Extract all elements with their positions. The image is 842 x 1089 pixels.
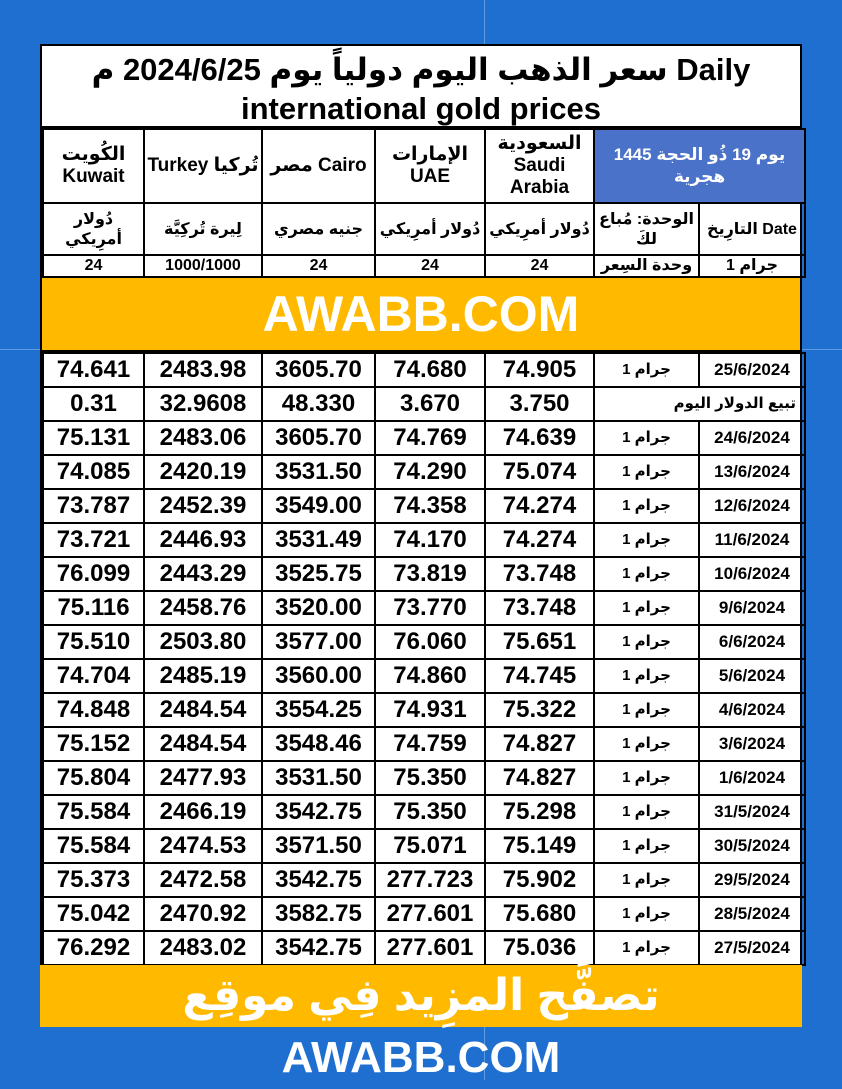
unit-cell: 1 جرام (594, 727, 699, 761)
col-header-egypt: مصر Cairo (262, 129, 375, 203)
price-saudi: 74.827 (485, 727, 594, 761)
table-row (43, 489, 805, 523)
price-kuwait: 74.085 (43, 455, 144, 489)
price-uae: 75.350 (375, 761, 485, 795)
price-saudi: 74.905 (485, 353, 594, 387)
footer-banner: تصفَّح المزِيد فِي موقِع AWABB.COM (40, 965, 802, 1027)
price-uae: 74.860 (375, 659, 485, 693)
price-kuwait: 75.584 (43, 829, 144, 863)
price-egypt: 3525.75 (262, 557, 375, 591)
price-saudi: 75.680 (485, 897, 594, 931)
price-unit-label: وحدة السِعر (594, 255, 699, 277)
dollar-uae: 3.670 (375, 387, 485, 421)
unit-cell: 1 جرام (594, 829, 699, 863)
table-row (43, 591, 805, 625)
price-saudi: 74.274 (485, 489, 594, 523)
col-header-uae: الإمارات UAE (375, 129, 485, 203)
price-saudi: 73.748 (485, 557, 594, 591)
col-header-turkey: Turkey تُركيا (144, 129, 262, 203)
date-cell: 30/5/2024 (699, 829, 805, 863)
price-egypt: 3605.70 (262, 421, 375, 455)
country-header-row (43, 129, 805, 203)
dollar-row (43, 387, 805, 421)
title-line-2: international gold prices (241, 91, 601, 126)
price-uae: 75.350 (375, 795, 485, 829)
currency-row (43, 203, 805, 255)
price-kuwait: 74.641 (43, 353, 144, 387)
unit-cell: 1 جرام (594, 659, 699, 693)
price-turkey: 2472.58 (144, 863, 262, 897)
table-row (43, 421, 805, 455)
price-kuwait: 75.584 (43, 795, 144, 829)
price-egypt: 3605.70 (262, 353, 375, 387)
karat-saudi: 24 (485, 255, 594, 277)
date-cell: 12/6/2024 (699, 489, 805, 523)
date-cell: 11/6/2024 (699, 523, 805, 557)
unit-cell: 1 جرام (594, 489, 699, 523)
price-uae: 277.601 (375, 897, 485, 931)
price-saudi: 74.745 (485, 659, 594, 693)
gram-label: 1 جرام (699, 255, 805, 277)
table-row (43, 625, 805, 659)
unit-cell: 1 جرام (594, 795, 699, 829)
price-kuwait: 75.510 (43, 625, 144, 659)
price-egypt: 3531.50 (262, 455, 375, 489)
unit-label: الوحدة: مُباع لكَ (594, 203, 699, 255)
price-kuwait: 76.099 (43, 557, 144, 591)
price-turkey: 2503.80 (144, 625, 262, 659)
today-row (43, 353, 805, 387)
dollar-turkey: 32.9608 (144, 387, 262, 421)
price-uae: 74.290 (375, 455, 485, 489)
date-cell: 13/6/2024 (699, 455, 805, 489)
unit-cell: 1 جرام (594, 353, 699, 387)
price-turkey: 2470.92 (144, 897, 262, 931)
unit-cell: 1 جرام (594, 897, 699, 931)
date-cell: 10/6/2024 (699, 557, 805, 591)
site-banner: AWABB.COM (42, 278, 800, 352)
price-turkey: 2483.02 (144, 931, 262, 965)
price-turkey: 2485.19 (144, 659, 262, 693)
unit-cell: 1 جرام (594, 557, 699, 591)
page-title (42, 46, 800, 128)
unit-cell: 1 جرام (594, 455, 699, 489)
table-row (43, 455, 805, 489)
currency-egypt: جنيه مصري (262, 203, 375, 255)
price-saudi: 73.748 (485, 591, 594, 625)
price-saudi: 75.074 (485, 455, 594, 489)
table-row (43, 523, 805, 557)
date-cell: 5/6/2024 (699, 659, 805, 693)
price-kuwait: 74.848 (43, 693, 144, 727)
price-turkey: 2474.53 (144, 829, 262, 863)
gold-price-sheet (40, 44, 802, 968)
price-egypt: 3549.00 (262, 489, 375, 523)
unit-cell: 1 جرام (594, 523, 699, 557)
table-row (43, 761, 805, 795)
table-row (43, 897, 805, 931)
price-egypt: 3582.75 (262, 897, 375, 931)
price-uae: 74.680 (375, 353, 485, 387)
price-turkey: 2483.06 (144, 421, 262, 455)
price-saudi: 75.902 (485, 863, 594, 897)
price-egypt: 3542.75 (262, 795, 375, 829)
price-egypt: 3554.25 (262, 693, 375, 727)
price-saudi: 75.322 (485, 693, 594, 727)
price-turkey: 2443.29 (144, 557, 262, 591)
price-kuwait: 75.804 (43, 761, 144, 795)
price-saudi: 74.827 (485, 761, 594, 795)
price-egypt: 3560.00 (262, 659, 375, 693)
date-cell: 25/6/2024 (699, 353, 805, 387)
date-cell: 3/6/2024 (699, 727, 805, 761)
price-saudi: 75.298 (485, 795, 594, 829)
price-turkey: 2483.98 (144, 353, 262, 387)
price-uae: 73.819 (375, 557, 485, 591)
currency-turkey: لِيرة تُركِيَّة (144, 203, 262, 255)
price-kuwait: 75.373 (43, 863, 144, 897)
price-kuwait: 75.116 (43, 591, 144, 625)
price-saudi: 75.036 (485, 931, 594, 965)
table-row (43, 693, 805, 727)
hijri-date-cell: يوم 19 ذُو الحجة 1445 هجرية (594, 129, 805, 203)
table-row (43, 931, 805, 965)
date-cell: 28/5/2024 (699, 897, 805, 931)
price-saudi: 75.149 (485, 829, 594, 863)
date-cell: 24/6/2024 (699, 421, 805, 455)
price-turkey: 2446.93 (144, 523, 262, 557)
price-kuwait: 75.131 (43, 421, 144, 455)
table-row (43, 863, 805, 897)
price-egypt: 3577.00 (262, 625, 375, 659)
price-turkey: 2458.76 (144, 591, 262, 625)
price-egypt: 3531.49 (262, 523, 375, 557)
price-kuwait: 74.704 (43, 659, 144, 693)
currency-kuwait: دُولار أمرِيكي (43, 203, 144, 255)
price-kuwait: 73.721 (43, 523, 144, 557)
table-row (43, 795, 805, 829)
price-saudi: 75.651 (485, 625, 594, 659)
karat-uae: 24 (375, 255, 485, 277)
price-kuwait: 73.787 (43, 489, 144, 523)
price-egypt: 3542.75 (262, 931, 375, 965)
price-egypt: 3520.00 (262, 591, 375, 625)
price-egypt: 3548.46 (262, 727, 375, 761)
price-turkey: 2477.93 (144, 761, 262, 795)
unit-cell: 1 جرام (594, 591, 699, 625)
date-label: التارِيخ Date (699, 203, 805, 255)
price-turkey: 2452.39 (144, 489, 262, 523)
karat-kuwait: 24 (43, 255, 144, 277)
karat-turkey: 1000/1000 (144, 255, 262, 277)
price-kuwait: 75.042 (43, 897, 144, 931)
price-uae: 74.769 (375, 421, 485, 455)
karat-row (43, 255, 805, 277)
currency-saudi: دُولار أمرِيكي (485, 203, 594, 255)
date-cell: 6/6/2024 (699, 625, 805, 659)
date-cell: 29/5/2024 (699, 863, 805, 897)
unit-cell: 1 جرام (594, 625, 699, 659)
dollar-label: تبيع الدولار اليوم (594, 387, 805, 421)
price-egypt: 3571.50 (262, 829, 375, 863)
dollar-kuwait: 0.31 (43, 387, 144, 421)
price-uae: 74.358 (375, 489, 485, 523)
price-turkey: 2466.19 (144, 795, 262, 829)
date-cell: 1/6/2024 (699, 761, 805, 795)
price-uae: 74.759 (375, 727, 485, 761)
price-uae: 74.931 (375, 693, 485, 727)
karat-egypt: 24 (262, 255, 375, 277)
col-header-saudi: السعودية Saudi Arabia (485, 129, 594, 203)
price-egypt: 3542.75 (262, 863, 375, 897)
price-uae: 74.170 (375, 523, 485, 557)
unit-cell: 1 جرام (594, 863, 699, 897)
col-header-kuwait: الكُويت Kuwait (43, 129, 144, 203)
header-table (42, 128, 806, 278)
price-kuwait: 76.292 (43, 931, 144, 965)
price-uae: 75.071 (375, 829, 485, 863)
title-line-1: سعر الذهب اليوم دولياً يوم 2024/6/25 م Daily (91, 52, 751, 87)
price-egypt: 3531.50 (262, 761, 375, 795)
table-row (43, 659, 805, 693)
price-uae: 76.060 (375, 625, 485, 659)
table-row (43, 557, 805, 591)
unit-cell: 1 جرام (594, 931, 699, 965)
price-saudi: 74.639 (485, 421, 594, 455)
table-row (43, 829, 805, 863)
currency-uae: دُولار أمرِيكي (375, 203, 485, 255)
price-uae: 73.770 (375, 591, 485, 625)
price-turkey: 2420.19 (144, 455, 262, 489)
price-kuwait: 75.152 (43, 727, 144, 761)
date-cell: 9/6/2024 (699, 591, 805, 625)
price-table (42, 352, 806, 966)
unit-cell: 1 جرام (594, 761, 699, 795)
price-turkey: 2484.54 (144, 693, 262, 727)
dollar-saudi: 3.750 (485, 387, 594, 421)
price-uae: 277.601 (375, 931, 485, 965)
unit-cell: 1 جرام (594, 693, 699, 727)
table-row (43, 727, 805, 761)
price-saudi: 74.274 (485, 523, 594, 557)
date-cell: 4/6/2024 (699, 693, 805, 727)
price-turkey: 2484.54 (144, 727, 262, 761)
date-cell: 31/5/2024 (699, 795, 805, 829)
unit-cell: 1 جرام (594, 421, 699, 455)
dollar-egypt: 48.330 (262, 387, 375, 421)
price-uae: 277.723 (375, 863, 485, 897)
date-cell: 27/5/2024 (699, 931, 805, 965)
